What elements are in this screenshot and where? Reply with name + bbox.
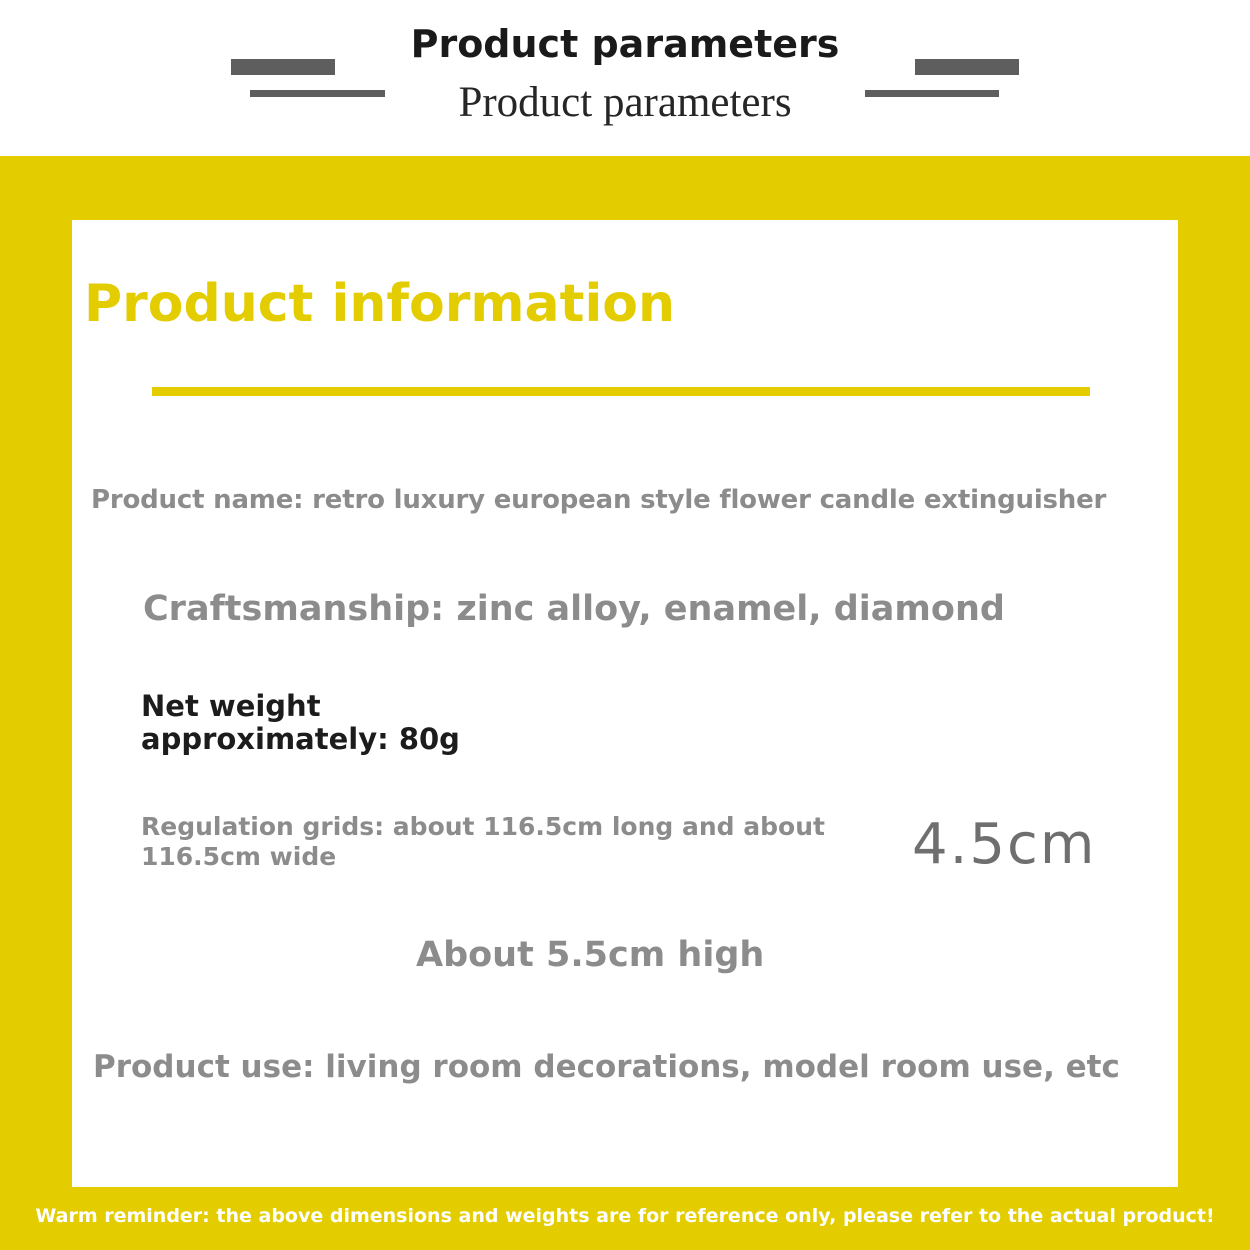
craftsmanship: Craftsmanship: zinc alloy, enamel, diamond (143, 589, 1005, 629)
header-title: Product parameters (410, 22, 840, 66)
info-title: Product information (84, 274, 676, 334)
regulation-grids: Regulation grids: about 116.5cm long and about 116.5cm wide (141, 812, 825, 871)
title-underline (152, 387, 1090, 396)
net-weight (141, 690, 460, 756)
product-name: Product name: retro luxury european style flower candle extinguisher (91, 485, 1107, 515)
size-tag: 4.5cm (912, 812, 1097, 877)
warm-reminder: Warm reminder: the above dimensions and weights are for reference only, please refer to the actual product! (35, 1205, 1215, 1227)
net-weight-line1: Net weight (141, 689, 321, 723)
net-weight-line2: approximately: 80g (141, 722, 460, 756)
header-subtitle: Product parameters (458, 79, 792, 126)
product-height: About 5.5cm high (416, 935, 765, 975)
product-use: Product use: living room decorations, model room use, etc (93, 1049, 1120, 1085)
header-section (0, 0, 1250, 156)
